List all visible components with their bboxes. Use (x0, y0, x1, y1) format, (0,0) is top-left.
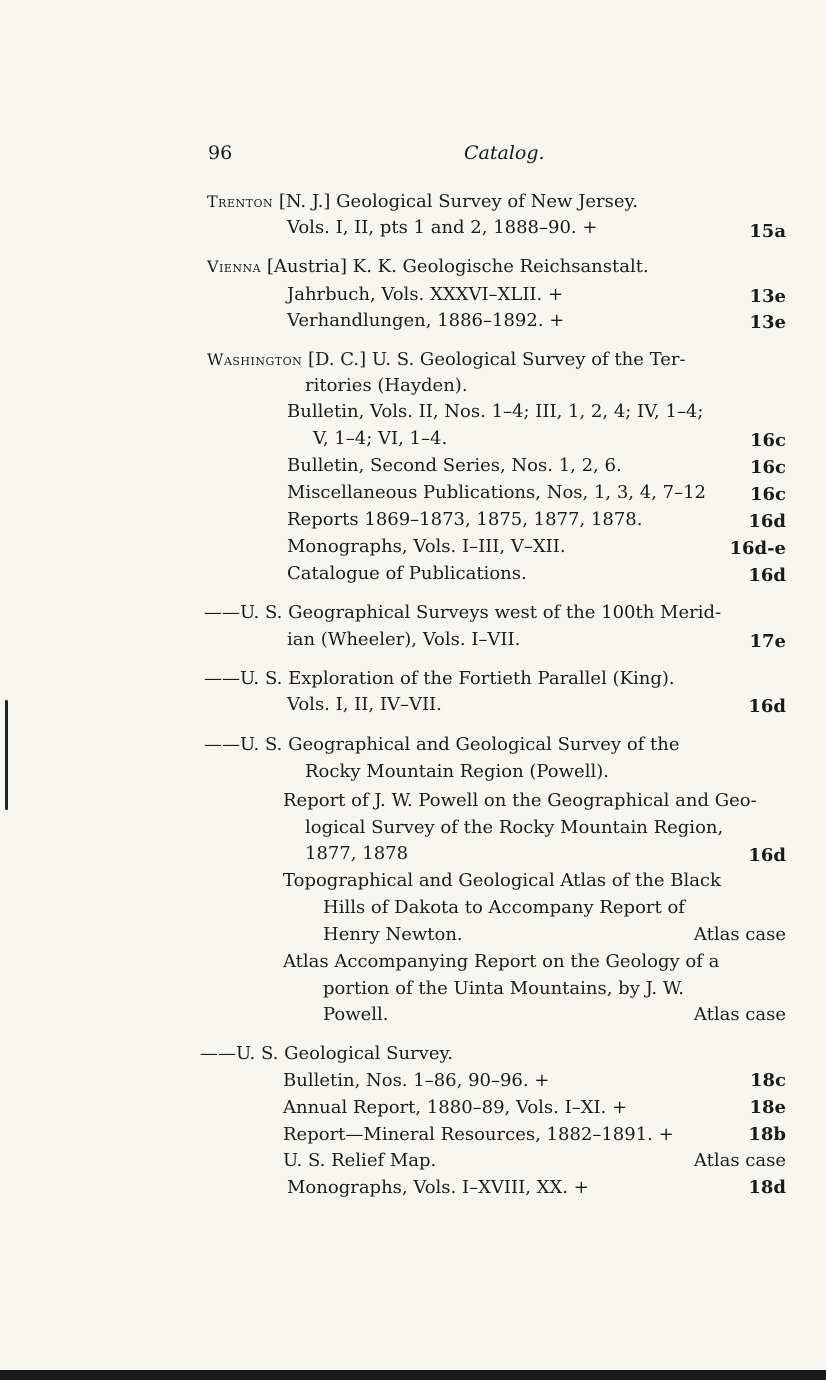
shelf-location: 16d-e (729, 538, 786, 559)
holding-line: Henry Newton. (323, 924, 463, 945)
holding-line: Bulletin, Vols. II, Nos. 1–4; III, 1, 2, 4; IV, 1–4; (287, 401, 704, 422)
holding-line: Annual Report, 1880–89, Vols. I–XI. + (283, 1097, 628, 1118)
shelf-location: 18e (749, 1097, 786, 1118)
place-name: Vienna (207, 257, 262, 276)
shelf-location: 18d (748, 1177, 786, 1198)
holding-line: Verhandlungen, 1886–1892. + (287, 310, 565, 331)
holding-line: U. S. Relief Map. (283, 1150, 437, 1171)
shelf-location: 16d (748, 565, 786, 586)
holding-line: Vols. I, II, pts 1 and 2, 1888–90. + (287, 217, 598, 238)
holding-line: Jahrbuch, Vols. XXXVI–XLII. + (287, 284, 564, 305)
running-title: Catalog. (464, 142, 545, 164)
holding-line: 1877, 1878 (305, 843, 409, 864)
holding-line: V, 1–4; VI, 1–4. (313, 428, 448, 449)
holding-line: Vols. I, II, IV–VII. (287, 694, 442, 715)
scan-border (0, 1370, 826, 1380)
entry-heading: ——U. S. Geological Survey. (200, 1043, 453, 1064)
holding-line: Hills of Dakota to Accompany Report of (323, 897, 685, 918)
holding-line: ian (Wheeler), Vols. I–VII. (287, 629, 521, 650)
shelf-location: 16d (748, 696, 786, 717)
shelf-location: 16c (749, 457, 786, 478)
shelf-location: Atlas case (693, 1150, 786, 1171)
shelf-location: 18b (748, 1124, 786, 1145)
page-number: 96 (208, 142, 233, 164)
holding-line: Rocky Mountain Region (Powell). (305, 761, 609, 782)
shelf-location: 18c (749, 1070, 786, 1091)
holding-line: Report—Mineral Resources, 1882–1891. + (283, 1124, 674, 1145)
holding-line: Bulletin, Nos. 1–86, 90–96. + (283, 1070, 550, 1091)
holding-line: Catalogue of Publications. (287, 563, 527, 584)
place-name: Washington (207, 350, 303, 369)
shelf-location: Atlas case (693, 924, 786, 945)
holding-line: Topographical and Geological Atlas of the Black (283, 870, 721, 891)
holding-line: Powell. (323, 1004, 389, 1025)
shelf-location: 13e (749, 286, 786, 307)
shelf-location: 16c (749, 484, 786, 505)
shelf-location: 13e (749, 312, 786, 333)
holding-line: Reports 1869–1873, 1875, 1877, 1878. (287, 509, 643, 530)
shelf-location: 17e (749, 631, 786, 652)
holding-line: Bulletin, Second Series, Nos. 1, 2, 6. (287, 455, 622, 476)
entry-heading: Washington [D. C.] U. S. Geological Survey of the Ter- (207, 349, 686, 370)
place-name: Trenton (207, 192, 274, 211)
entry-heading: ——U. S. Exploration of the Fortieth Parallel (King). (204, 668, 675, 689)
binding-edge (5, 700, 8, 810)
holding-line: Atlas Accompanying Report on the Geology of a (283, 951, 720, 972)
shelf-location: Atlas case (693, 1004, 786, 1025)
holding-line: Report of J. W. Powell on the Geographical and Geo- (283, 790, 757, 811)
holding-line: Monographs, Vols. I–XVIII, XX. + (287, 1177, 589, 1198)
holding-line: ritories (Hayden). (305, 375, 468, 396)
holding-line: portion of the Uinta Mountains, by J. W. (323, 978, 684, 999)
shelf-location: 16d (748, 845, 786, 866)
entry-heading: ——U. S. Geographical and Geological Survey of the (204, 734, 680, 755)
shelf-location: 15a (749, 221, 786, 242)
shelf-location: 16c (749, 430, 786, 451)
entry-heading: Vienna [Austria] K. K. Geologische Reichsanstalt. (207, 256, 649, 277)
holding-line: logical Survey of the Rocky Mountain Region, (305, 817, 724, 838)
shelf-location: 16d (748, 511, 786, 532)
holding-line: Miscellaneous Publications, Nos, 1, 3, 4, 7–12 (287, 482, 707, 503)
holding-line: Monographs, Vols. I–III, V–XII. (287, 536, 566, 557)
entry-heading: Trenton [N. J.] Geological Survey of New Jersey. (207, 191, 639, 212)
entry-heading: ——U. S. Geographical Surveys west of the 100th Merid- (204, 602, 722, 623)
